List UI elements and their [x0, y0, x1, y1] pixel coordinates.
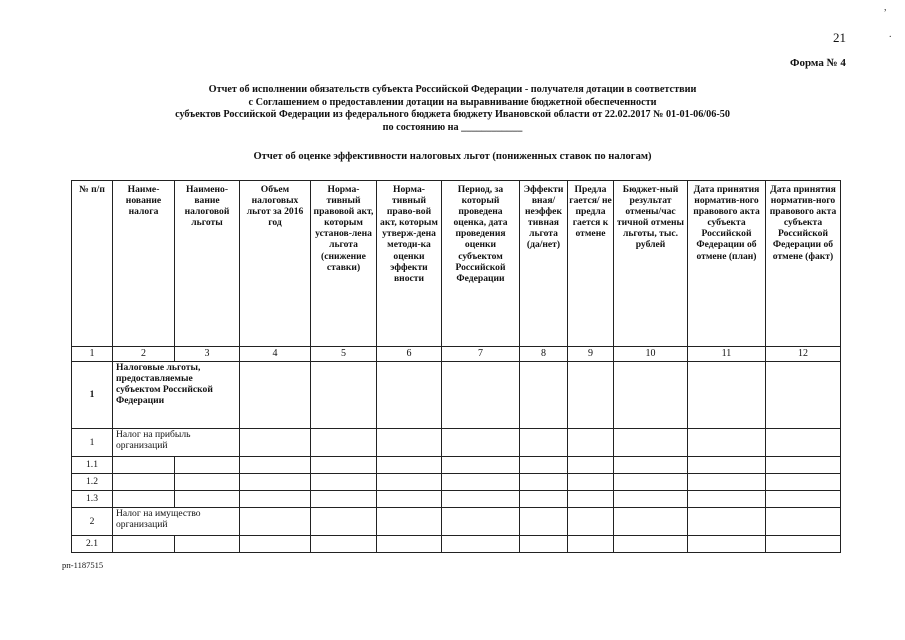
table-cell [688, 491, 766, 508]
table-cell [442, 474, 520, 491]
report-subtitle: Отчет об оценке эффективности налоговых льгот (пониженных ставок по налогам) [253, 151, 652, 162]
table-cell [568, 362, 614, 429]
table-cell [175, 457, 240, 474]
table-cell [175, 491, 240, 508]
table-cell [568, 474, 614, 491]
col-header: № п/п [72, 181, 113, 347]
table-cell [520, 429, 568, 457]
table-cell [766, 536, 841, 553]
table-cell [311, 457, 377, 474]
table-cell [614, 457, 688, 474]
table-cell [311, 491, 377, 508]
table-cell [688, 474, 766, 491]
row-number: 2.1 [72, 536, 113, 553]
table-cell [688, 429, 766, 457]
header-line: по состоянию на ____________ [382, 121, 523, 133]
scan-mark: , [884, 2, 887, 13]
table-cell [688, 508, 766, 536]
header-line: с Соглашением о предоставлении дотации на выравнивание бюджетной обеспеченности [248, 96, 657, 108]
row-name [113, 457, 175, 474]
table-cell [240, 362, 311, 429]
table-cell [377, 429, 442, 457]
col-header: Дата принятия норматив-ного правового акта субъекта Российской Федерации об отмене (план) [688, 181, 766, 347]
col-number: 6 [377, 347, 442, 362]
table-cell [766, 362, 841, 429]
col-header: Норма-тивный правовой акт, которым установ-лена льгота (снижение ставки) [311, 181, 377, 347]
row-number: 1 [72, 429, 113, 457]
row-name: Налог на имущество организаций [113, 508, 240, 536]
col-number: 2 [113, 347, 175, 362]
table-cell [688, 457, 766, 474]
col-number: 3 [175, 347, 240, 362]
table-cell [377, 508, 442, 536]
table-cell [311, 508, 377, 536]
row-number: 1 [72, 362, 113, 429]
row-name [113, 474, 175, 491]
table-cell [442, 457, 520, 474]
row-number: 1.1 [72, 457, 113, 474]
table-cell [568, 536, 614, 553]
header-line: субъектов Российской Федерации из федерального бюджета бюджету Ивановской области от 22.02.2017 № 01-01-06/06-50 [175, 109, 730, 120]
table-cell [240, 457, 311, 474]
table-cell [442, 429, 520, 457]
table-cell [766, 491, 841, 508]
table-cell [614, 491, 688, 508]
table-cell [175, 474, 240, 491]
table-cell [240, 429, 311, 457]
report-header [60, 84, 845, 134]
header-row [72, 181, 841, 347]
row-name [113, 536, 175, 553]
table-cell [520, 536, 568, 553]
table-cell [766, 474, 841, 491]
table-row [72, 508, 841, 536]
table-cell [377, 457, 442, 474]
table-cell [766, 429, 841, 457]
row-name: Налоговые льготы, предоставляемые субъектом Российской Федерации [113, 362, 240, 429]
table-cell [377, 491, 442, 508]
col-header: Дата принятия норматив-ного правового акта субъекта Российской Федерации об отмене (факт) [766, 181, 841, 347]
row-name [113, 491, 175, 508]
col-header: Наиме-нование налога [113, 181, 175, 347]
col-number: 11 [688, 347, 766, 362]
col-header: Бюджет-ный результат отмены/час тичной отмены льготы, тыс. рублей [614, 181, 688, 347]
table-row [72, 536, 841, 553]
table-cell [568, 508, 614, 536]
page-number: 21 [833, 30, 846, 45]
col-number: 10 [614, 347, 688, 362]
col-number: 8 [520, 347, 568, 362]
table-cell [614, 508, 688, 536]
table-cell [688, 536, 766, 553]
column-number-row [72, 347, 841, 362]
table-cell [311, 362, 377, 429]
table-cell [614, 536, 688, 553]
table-row [72, 457, 841, 474]
col-header: Предла гается/ не предла гается к отмене [568, 181, 614, 347]
table-cell [311, 474, 377, 491]
table-cell [520, 362, 568, 429]
scan-mark: . [889, 29, 892, 40]
col-number: 4 [240, 347, 311, 362]
table-cell [240, 508, 311, 536]
table-row [72, 429, 841, 457]
table-cell [688, 362, 766, 429]
table-cell [766, 508, 841, 536]
row-number: 1.3 [72, 491, 113, 508]
table-row [72, 491, 841, 508]
col-header: Период, за который проведена оценка, дата проведения оценки субъектом Российской Федерации [442, 181, 520, 347]
table-cell [442, 491, 520, 508]
table-cell [568, 457, 614, 474]
table-cell [377, 536, 442, 553]
table-cell [377, 474, 442, 491]
table-cell [442, 536, 520, 553]
table-cell [175, 536, 240, 553]
table-cell [766, 457, 841, 474]
table-cell [614, 474, 688, 491]
table-row [72, 362, 841, 429]
col-header: Наимено-вание налоговой льготы [175, 181, 240, 347]
table-cell [568, 429, 614, 457]
col-header: Норма-тивный право-вой акт, которым утверж-дена методи-ка оценки эффекти вности [377, 181, 442, 347]
header-line: Отчет об исполнении обязательств субъекта Российской Федерации - получателя дотации в соответствии [208, 84, 697, 95]
table-cell [614, 362, 688, 429]
table-cell [520, 474, 568, 491]
table-cell [520, 457, 568, 474]
table-row [72, 474, 841, 491]
col-header: Эффекти вная/ неэффек тивная льгота (да/нет) [520, 181, 568, 347]
table-cell [568, 491, 614, 508]
table-cell [614, 429, 688, 457]
col-header: Объем налоговых льгот за 2016 год [240, 181, 311, 347]
form-label: Форма № 4 [790, 57, 846, 69]
table-cell [240, 474, 311, 491]
table-cell [311, 536, 377, 553]
row-name: Налог на прибыль организаций [113, 429, 240, 457]
col-number: 5 [311, 347, 377, 362]
table-cell [442, 362, 520, 429]
col-number: 12 [766, 347, 841, 362]
table-cell [520, 491, 568, 508]
tax-benefits-table [71, 180, 841, 553]
col-number: 9 [568, 347, 614, 362]
col-number: 7 [442, 347, 520, 362]
row-number: 1.2 [72, 474, 113, 491]
table-cell [240, 491, 311, 508]
table-cell [442, 508, 520, 536]
document-code: рп-1187515 [62, 560, 104, 570]
table-cell [240, 536, 311, 553]
row-number: 2 [72, 508, 113, 536]
table-cell [520, 508, 568, 536]
table-cell [377, 362, 442, 429]
table-cell [311, 429, 377, 457]
col-number: 1 [72, 347, 113, 362]
